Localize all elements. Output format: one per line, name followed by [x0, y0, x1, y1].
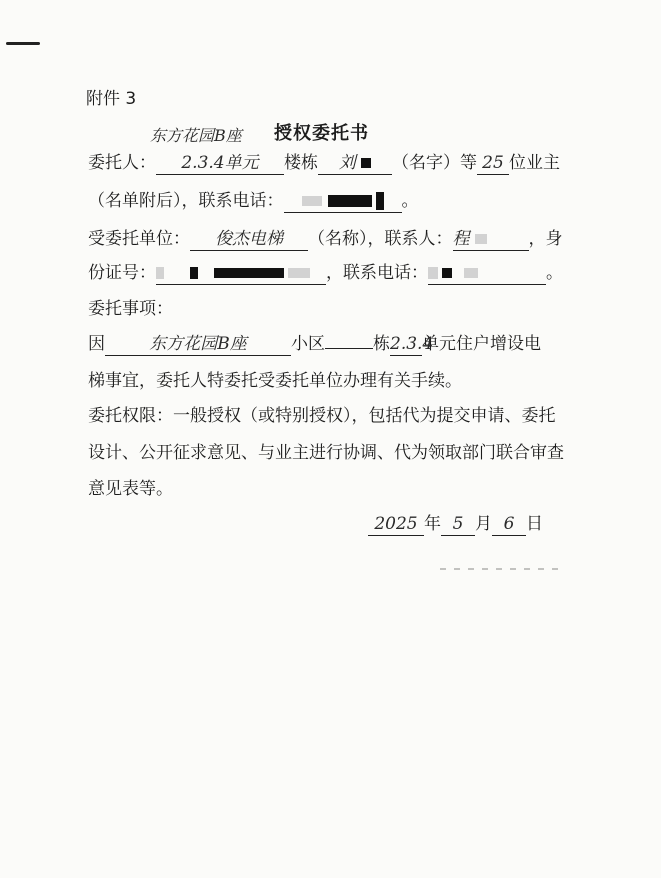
agent-name-hint: （名称），联系人：: [308, 229, 453, 249]
date-day: 6: [492, 513, 526, 536]
redaction-mark: [156, 267, 164, 279]
owner-name-field: [318, 152, 392, 175]
community-label: 小区: [291, 334, 325, 354]
matters-prefix: 因: [88, 334, 105, 354]
agent-unit-field: 俊杰电梯: [190, 228, 308, 251]
scan-dust: [440, 568, 560, 570]
principal-label: 委托人：: [88, 153, 156, 173]
phone-label: （名单附后），联系电话：: [88, 191, 284, 211]
redaction-mark: [190, 267, 198, 279]
redaction-mark: [376, 192, 384, 210]
agent-phone-label: ，联系电话：: [326, 263, 428, 283]
redaction-mark: [288, 268, 310, 278]
agent-phone-field: [428, 262, 546, 285]
matters-label: 委托事项：: [88, 299, 173, 319]
redaction-mark: [361, 158, 371, 168]
redaction-mark: [328, 195, 372, 207]
date-month-label: 月: [475, 514, 492, 534]
handwritten-community-name: 东方花园B座: [150, 126, 242, 145]
id-number-field: [156, 262, 326, 285]
redaction-mark: [442, 268, 452, 278]
building-label-2: 栋: [373, 334, 390, 354]
agent-label: 受委托单位：: [88, 229, 190, 249]
date-year: 2025: [368, 513, 424, 536]
line-end: 。: [546, 263, 563, 283]
id-label: 份证号：: [88, 263, 156, 283]
authority-line-3: 意见表等。: [88, 479, 173, 499]
redaction-mark: [302, 196, 322, 206]
principal-line: [88, 152, 560, 175]
matters-suffix: 单元住户增设电: [422, 334, 541, 354]
phone-line: （名单附后），联系电话： 。: [88, 191, 419, 211]
agent-line: [88, 228, 563, 251]
redaction-mark: [475, 234, 487, 244]
authority-line-1: 委托权限：一般授权（或特别授权），包括代为提交申请、委托: [88, 406, 556, 426]
id-line: [88, 262, 563, 285]
principal-units-field: 2.3.4单元: [156, 152, 284, 175]
redaction-mark: [214, 268, 284, 278]
redaction-mark: [464, 268, 478, 278]
agent-contact-field: [453, 228, 529, 251]
units-field: 2.3.4: [390, 334, 434, 354]
document-title: 授权委托书: [274, 123, 369, 144]
date-day-label: 日: [526, 514, 543, 534]
date-year-label: 年: [424, 514, 441, 534]
scan-mark: [6, 42, 40, 45]
date-month: 5: [441, 513, 475, 536]
building-label: 楼栋: [284, 153, 318, 173]
agent-suffix: ，身: [528, 229, 563, 249]
name-hint: （名字）等: [392, 153, 477, 173]
matters-line-2: 梯事宜，委托人特委托受委托单位办理有关手续。: [88, 371, 462, 391]
owner-suffix: 位业主: [509, 153, 560, 173]
community-field: 东方花园B座: [105, 333, 291, 356]
matters-line: [88, 333, 541, 356]
building-field: [325, 348, 373, 349]
agent-contact: 程: [452, 229, 470, 249]
owner-name: 刘: [338, 153, 356, 173]
redaction-mark: [428, 267, 438, 279]
attachment-label: 附件 3: [86, 89, 137, 109]
owner-count-field: 25: [477, 152, 509, 175]
date-line: [368, 513, 543, 536]
principal-phone-field: [284, 190, 402, 213]
authority-line-2: 设计、公开征求意见、与业主进行协调、代为领取部门联合审查: [88, 443, 564, 463]
